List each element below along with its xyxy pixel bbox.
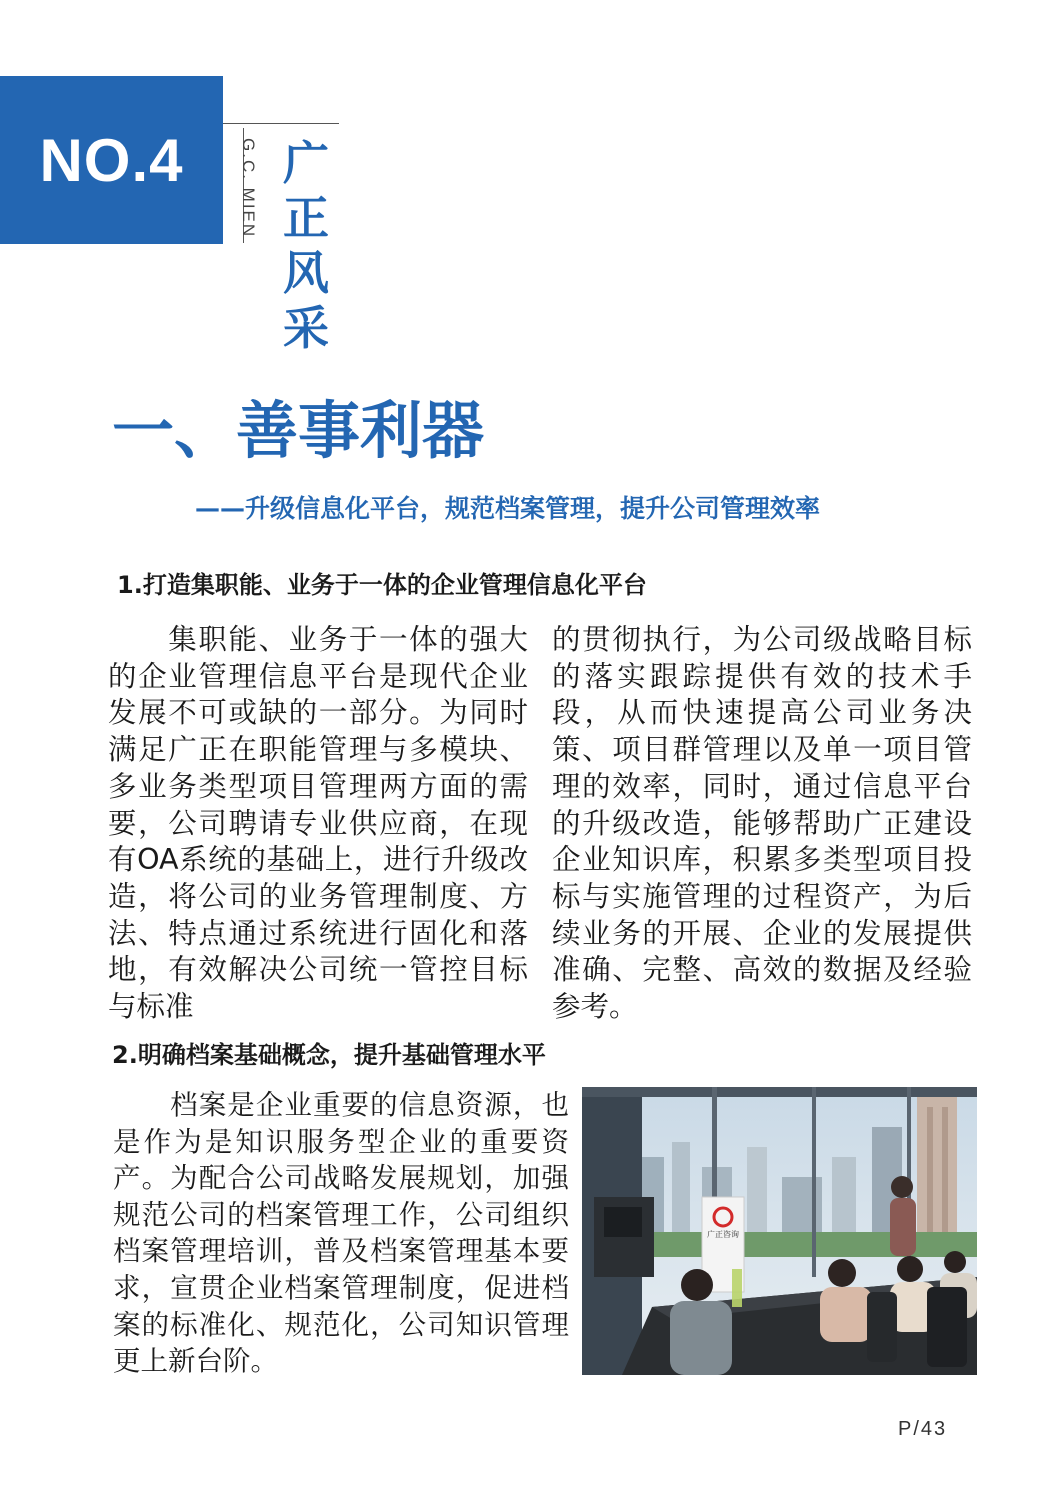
section2-heading: 2.明确档案基础概念，提升基础管理水平 [112,1041,546,1069]
training-photo-illustration [582,1087,977,1375]
section1-body-left: 集职能、业务于一体的强大的企业管理信息平台是现代企业发展不可或缺的一部分。为同时满足广正在职能管理与多模块、多业务类型项目管理两方面的需要，公司聘请专业供应商，在现有OA系统的基础上，进行升级改造，将公司的业务管理制度、方法、特点通过系统进行固化和落地，有效解决公司统一管控目标与标准 [108,623,528,1024]
section-title-vertical: 广正风采 [283,136,329,355]
section2-body: 档案是企业重要的信息资源，也是作为是知识服务型企业的重要资产。为配合公司战略发展规划，加强规范公司的档案管理工作，公司组织档案管理培训，普及档案管理基本要求，宣贯企业档案管理制度，促进档案的标准化、规范化，公司知识管理更上新台阶。 [113,1089,569,1378]
section1-body-right: 的贯彻执行，为公司级战略目标的落实跟踪提供有效的技术手段，从而快速提高公司业务决策、项目群管理以及单一项目管理的效率，同时，通过信息平台的升级改造，能够帮助广正建设企业知识库，积累多类型项目投标与实施管理的过程资产，为后续业务的开展、企业的发展提供准确、完整、高效的数据及经验参考。 [552,623,972,1024]
issue-badge: NO.4 [0,76,223,244]
page-number: P/43 [898,1418,948,1440]
article-title: 一、善事利器 [112,394,485,467]
section1-heading: 1.打造集职能、业务于一体的企业管理信息化平台 [117,571,647,599]
sign-text: 广正咨询 [707,1230,739,1239]
training-photo [582,1087,977,1375]
header-divider-horizontal [223,123,339,124]
english-label: G.C. MIEN [239,138,258,239]
article-subtitle: ——升级信息化平台，规范档案管理，提升公司管理效率 [195,494,821,523]
